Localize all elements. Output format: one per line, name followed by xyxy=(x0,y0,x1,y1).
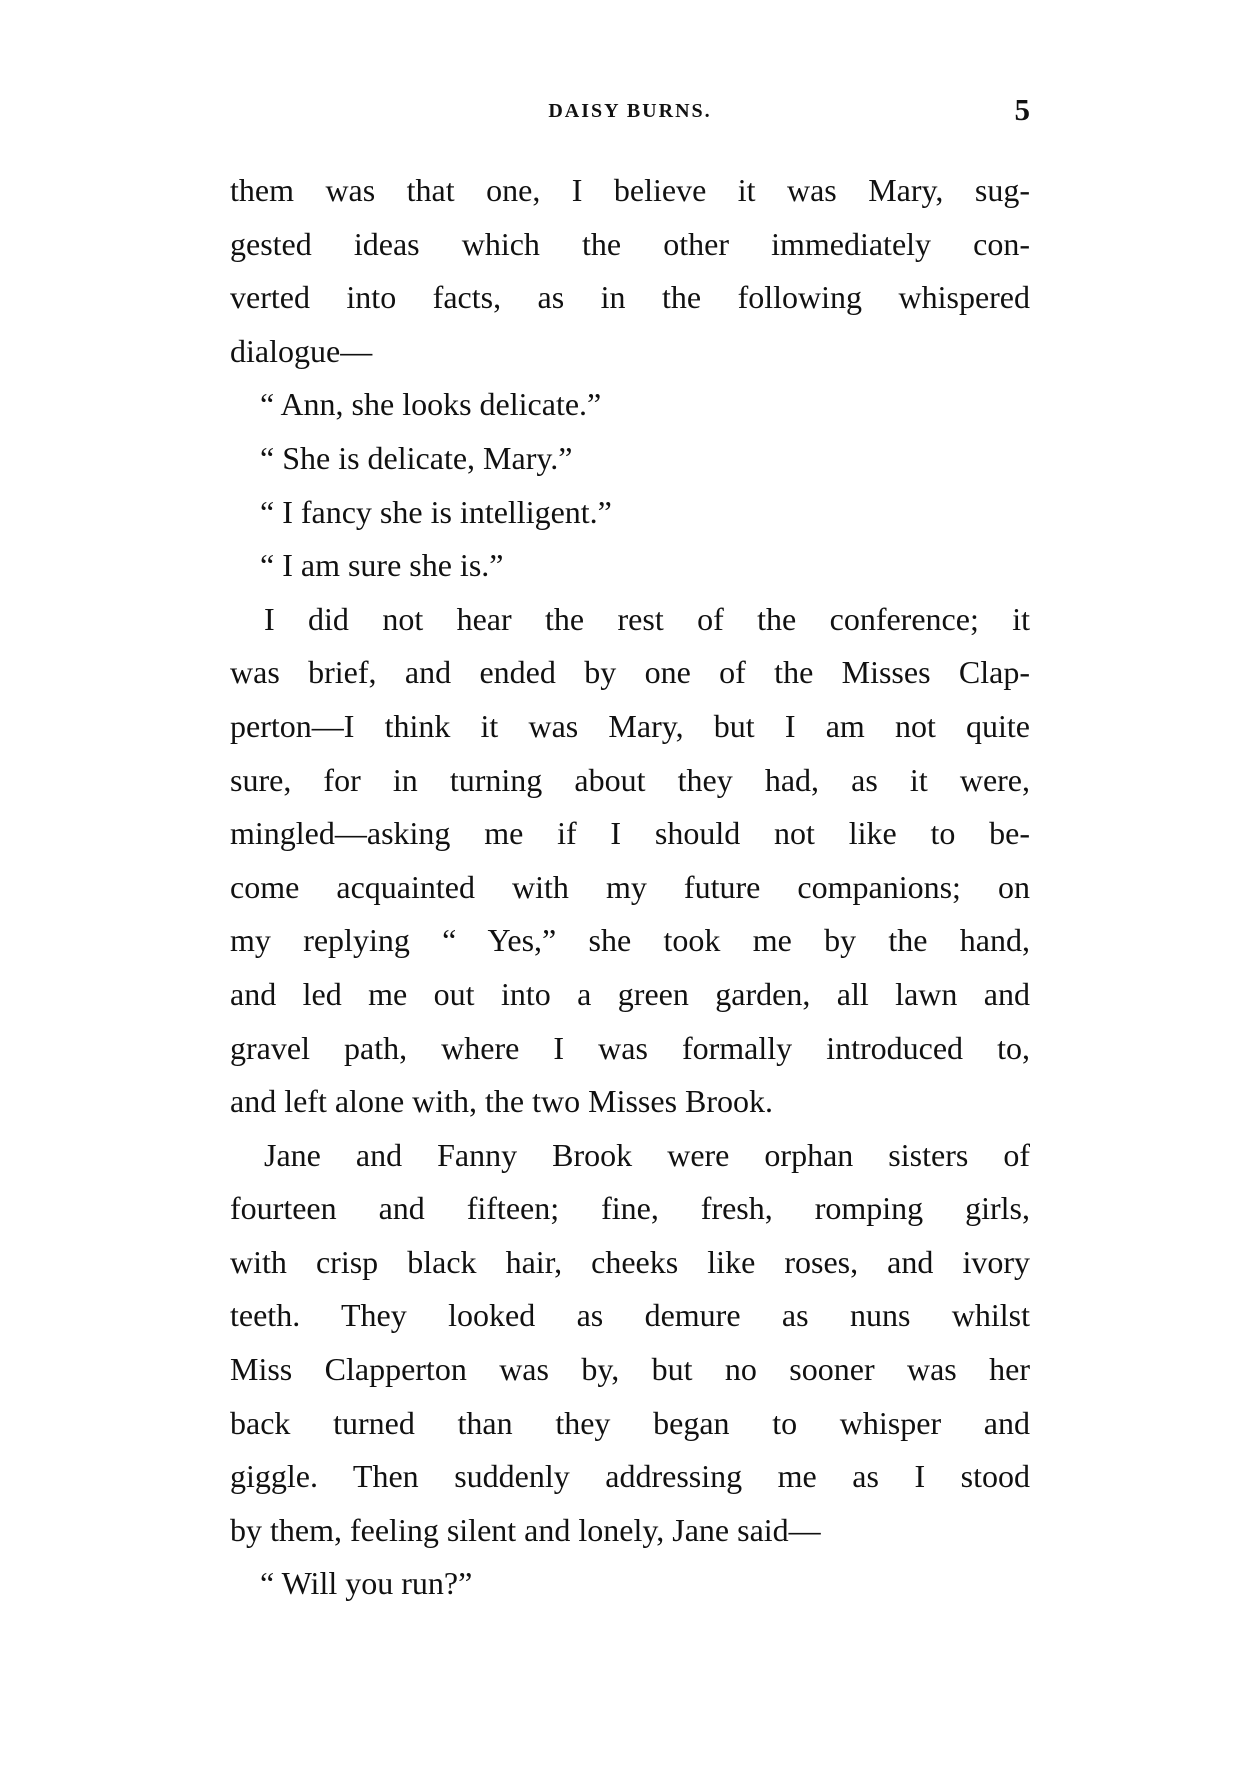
text-line: with crisp black hair, cheeks like roses, and ivory xyxy=(230,1243,1030,1280)
running-head: DAISY BURNS. xyxy=(548,100,712,122)
text-line: I did not hear the rest of the conference; it xyxy=(264,600,1030,637)
text-line: come acquainted with my future companions; on xyxy=(230,868,1030,905)
text-line: mingled—asking me if I should not like to be- xyxy=(230,815,1030,852)
text-line: sure, for in turning about they had, as it were, xyxy=(230,761,1030,798)
body-text xyxy=(230,164,1030,1611)
text-line: “ She is delicate, Mary.” xyxy=(260,439,573,476)
text-line: my replying “ Yes,” she took me by the hand, xyxy=(230,922,1030,959)
text-line: Jane and Fanny Brook were orphan sisters of xyxy=(264,1136,1030,1173)
text-line: fourteen and fifteen; fine, fresh, romping girls, xyxy=(230,1190,1030,1227)
text-line: dialogue— xyxy=(230,332,373,369)
text-line: verted into facts, as in the following whispered xyxy=(230,279,1030,316)
text-line: “ Will you run?” xyxy=(260,1565,473,1602)
page-header xyxy=(230,92,1030,132)
text-line: Miss Clapperton was by, but no sooner was her xyxy=(230,1351,1030,1388)
text-line: “ Ann, she looks delicate.” xyxy=(260,386,602,423)
text-line: “ I am sure she is.” xyxy=(260,547,504,584)
text-line: gested ideas which the other immediately con- xyxy=(230,225,1030,262)
text-line: them was that one, I believe it was Mary, sug- xyxy=(230,172,1030,208)
text-line: “ I fancy she is intelligent.” xyxy=(260,493,612,530)
text-line: back turned than they began to whisper and xyxy=(230,1404,1030,1441)
text-line: teeth. They looked as demure as nuns whilst xyxy=(230,1297,1030,1334)
text-line: giggle. Then suddenly addressing me as I stood xyxy=(230,1458,1030,1495)
text-line: and led me out into a green garden, all lawn and xyxy=(230,975,1030,1012)
text-line: perton—I think it was Mary, but I am not quite xyxy=(230,707,1030,744)
text-line: gravel path, where I was formally introduced to, xyxy=(230,1029,1030,1066)
text-line: was brief, and ended by one of the Misses Clap- xyxy=(230,654,1030,691)
page-number: 5 xyxy=(1014,92,1030,127)
text-line: and left alone with, the two Misses Brook. xyxy=(230,1083,774,1120)
text-line: by them, feeling silent and lonely, Jane said— xyxy=(230,1511,821,1548)
